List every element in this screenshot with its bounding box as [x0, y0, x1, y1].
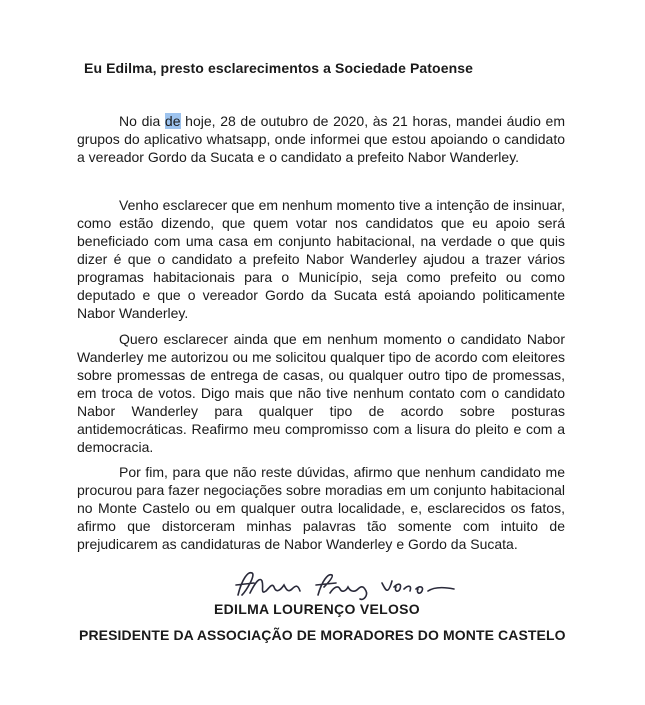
handwritten-signature	[232, 565, 472, 605]
paragraph-1-start: No dia	[119, 113, 165, 129]
selected-text-highlight[interactable]: de	[164, 113, 181, 129]
paragraph-1-rest: hoje, 28 de outubro de 2020, às 21 horas, mandei áudio em grupos do aplicativo whatsapp, onde informei que estou apoiando o candidato a vereador Gordo da Sucata e o candidato a prefeito Nabor Wanderley.	[77, 113, 566, 165]
paragraph-4: Por fim, para que não reste dúvidas, afirmo que nenhum candidato me procurou para fazer negociações sobre moradias em um conjunto habitacional no Monte Castelo ou em qualquer outra localidade, e, esclarecidos os fatos, afirmo que distorceram minhas palavras tão somente com intuito de prejudicarem as candidaturas de Nabor Wanderley e Gordo da Sucata.	[77, 464, 565, 552]
paragraph-1	[77, 112, 565, 166]
signer-name: EDILMA LOURENÇO VELOSO	[214, 601, 420, 617]
paragraph-3: Quero esclarecer ainda que em nenhum momento o candidato Nabor Wanderley me autorizou ou me solicitou qualquer tipo de acordo com eleitores sobre promessas de entrega de casas, ou qualquer outro tipo de promessas, em troca de votos. Digo mais que não tive nenhum contato com o candidato Nabor Wanderley para qualquer tipo de acordo sobre posturas antidemocráticas. Reafirmo meu compromisso com a lisura do pleito e com a democracia.	[77, 331, 565, 455]
paragraph-2: Venho esclarecer que em nenhum momento tive a intenção de insinuar, como estão dizendo, que quem votar nos candidatos que eu apoio será beneficiado com uma casa em conjunto habitacional, na verdade o que quis dizer é que o candidato a prefeito Nabor Wanderley ajudou a trazer vários programas habitacionais para o Município, seja como prefeito ou como deputado e que o vereador Gordo da Sucata está apoiando politicamente Nabor Wanderley.	[77, 197, 565, 321]
signer-role: PRESIDENTE DA ASSOCIAÇÃO DE MORADORES DO MONTE CASTELO	[79, 627, 566, 643]
document-title: Eu Edilma, presto esclarecimentos a Sociedade Patoense	[84, 60, 473, 76]
